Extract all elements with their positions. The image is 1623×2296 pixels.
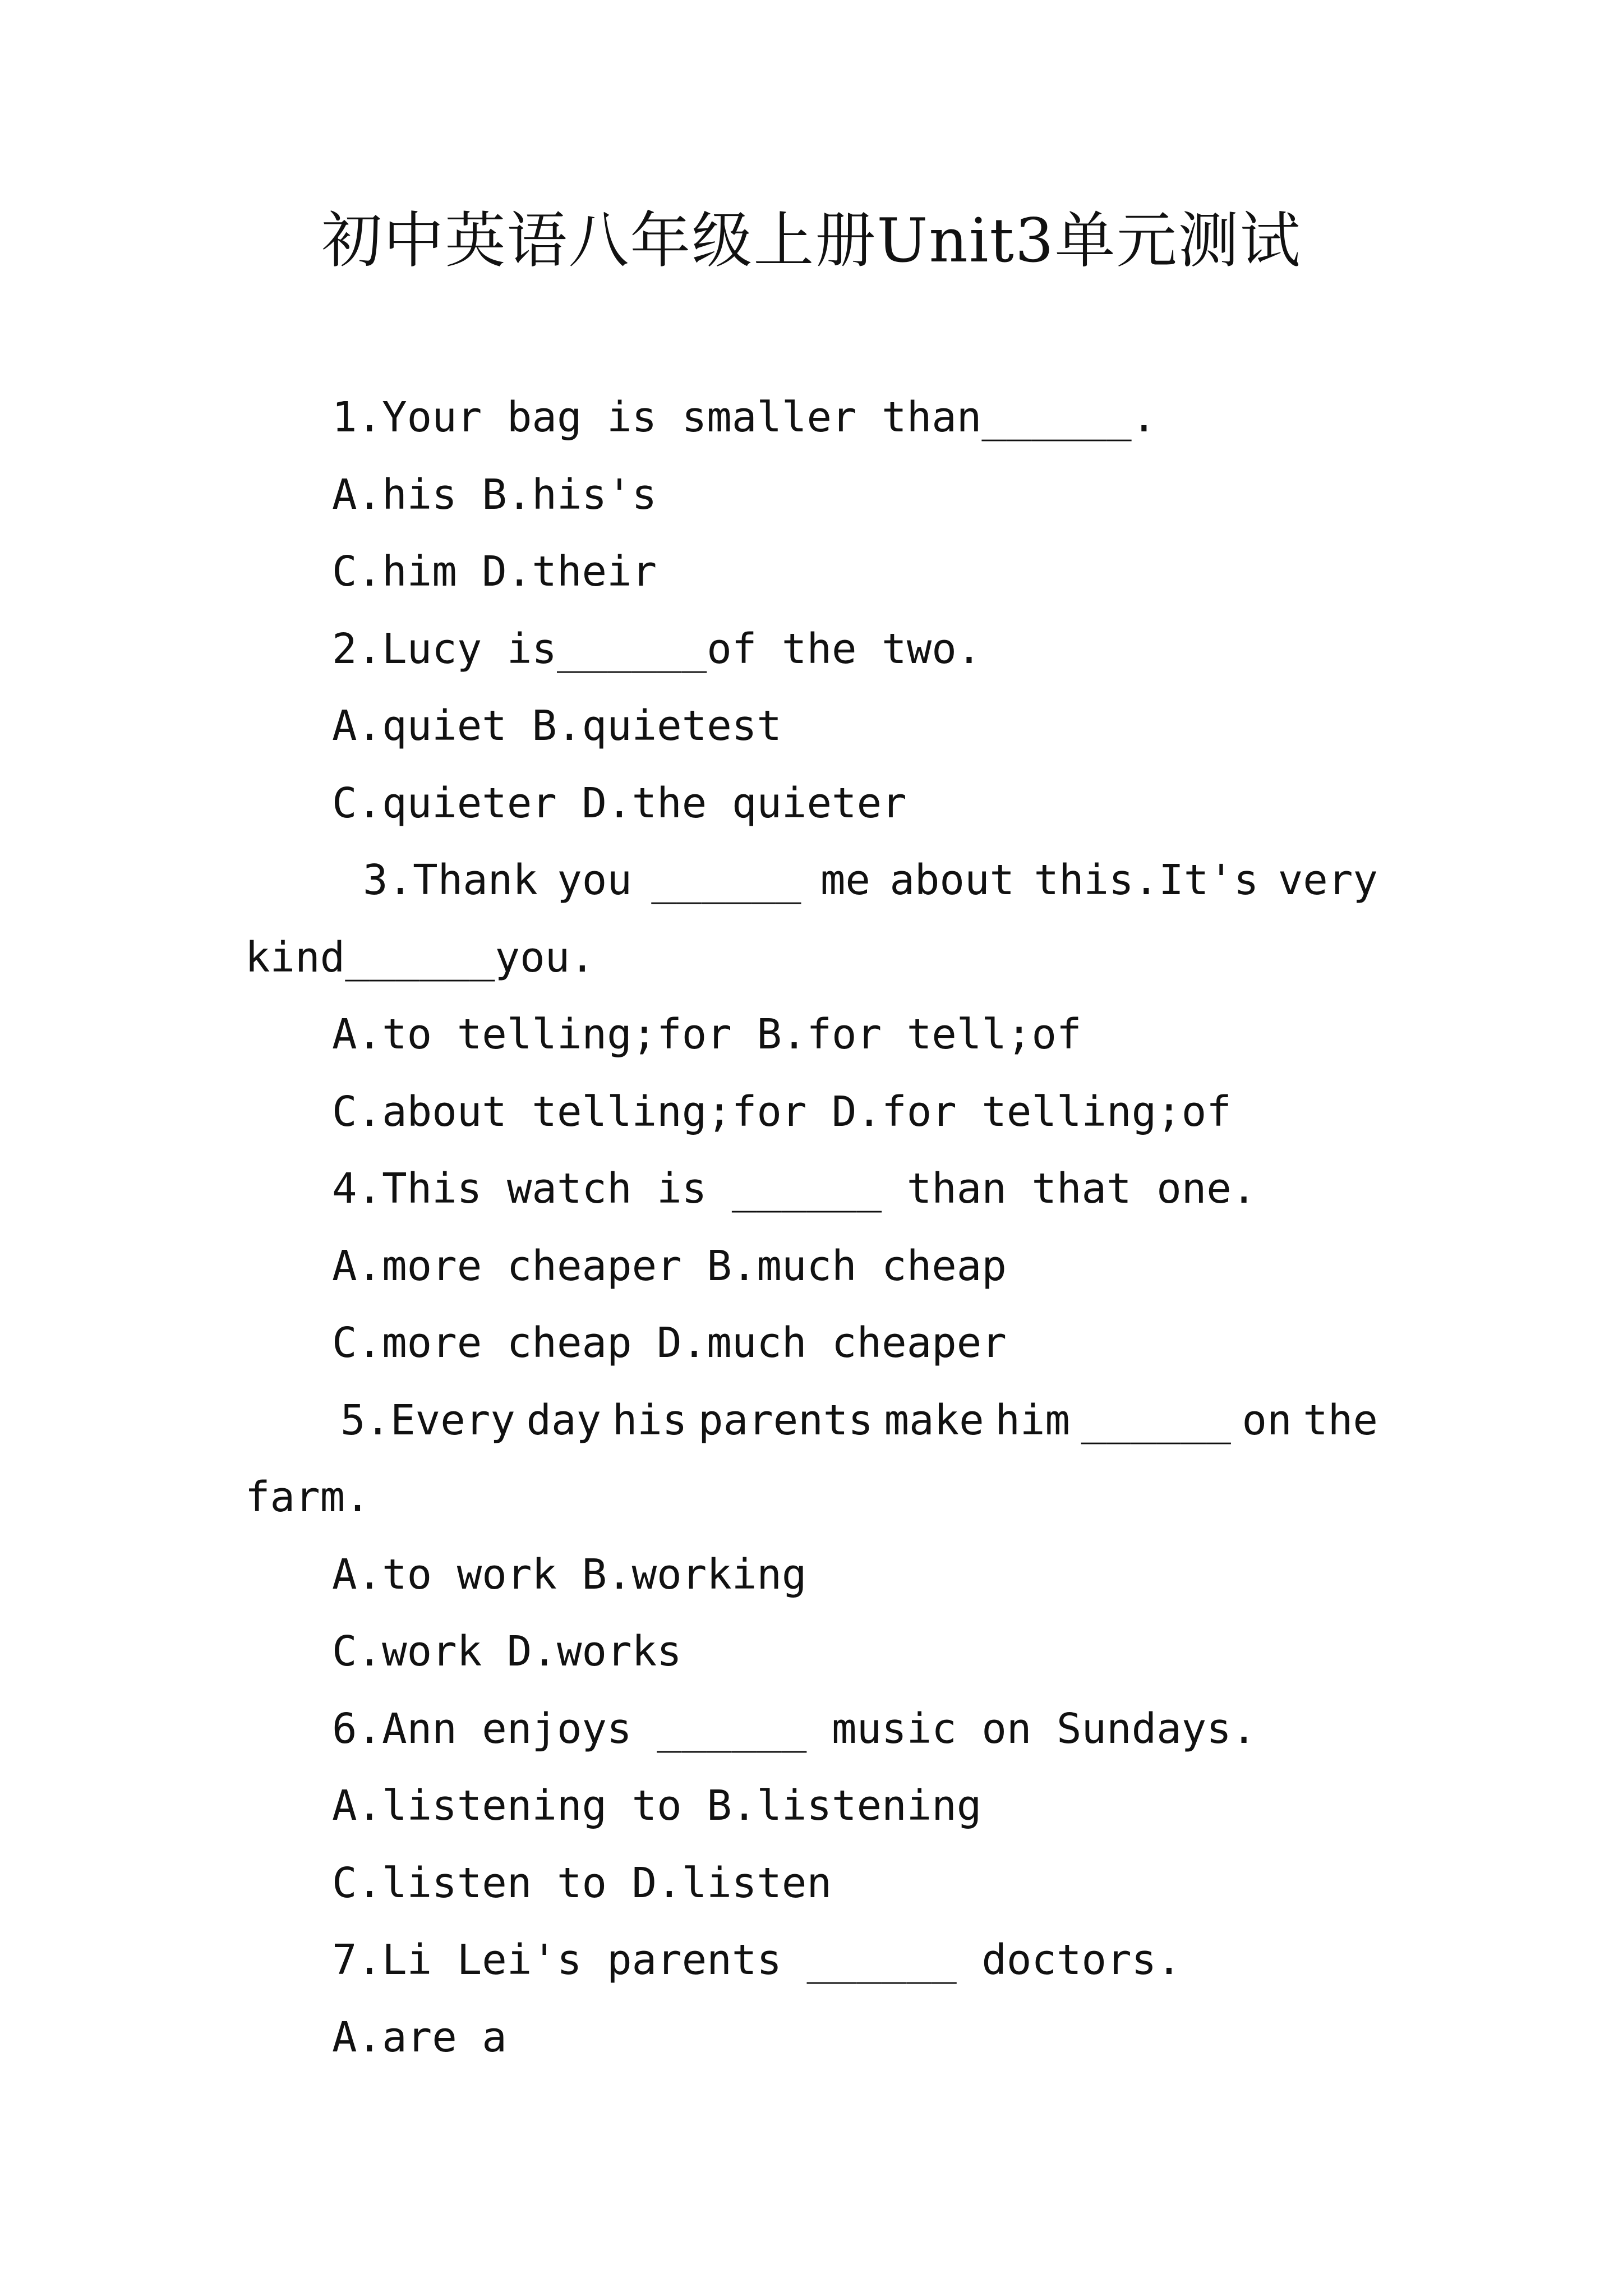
stem-word: you bbox=[557, 856, 632, 904]
question-stem-6: 6.Ann enjoys ______ music on Sundays. bbox=[332, 1704, 1257, 1753]
stem-word: on bbox=[1242, 1396, 1292, 1444]
stem-word: 3.Thank bbox=[363, 856, 538, 904]
question-stem-3-continued: kind______you. bbox=[245, 933, 595, 982]
question-list bbox=[245, 379, 1378, 2076]
question-stem-2: 2.Lucy is______of the two. bbox=[332, 624, 982, 673]
question-5-options-row-1: A.to work B.working bbox=[332, 1550, 807, 1599]
question-1-options-row-1: A.his B.his's bbox=[332, 470, 657, 519]
question-stem-7: 7.Li Lei's parents ______ doctors. bbox=[332, 1936, 1182, 1984]
question-3-options-row-2: C.about telling;for D.for telling;of bbox=[332, 1087, 1232, 1136]
question-1-options-row-2: C.him D.their bbox=[332, 547, 657, 596]
stem-blank: ______ bbox=[651, 856, 801, 904]
question-stem-5 bbox=[245, 1382, 1378, 1460]
question-stem-4: 4.This watch is ______ than that one. bbox=[332, 1165, 1257, 1213]
question-2-options-row-1: A.quiet B.quietest bbox=[332, 702, 782, 750]
question-stem-3 bbox=[245, 842, 1378, 919]
stem-word: day bbox=[526, 1396, 602, 1444]
stem-word: parents bbox=[698, 1396, 873, 1444]
question-2-options-row-2: C.quieter D.the quieter bbox=[332, 779, 907, 827]
stem-word: me bbox=[820, 856, 870, 904]
stem-word: about bbox=[889, 856, 1015, 904]
question-4-options-row-2: C.more cheap D.much cheaper bbox=[332, 1319, 1007, 1367]
question-6-options-row-2: C.listen to D.listen bbox=[332, 1858, 832, 1907]
question-7-options-row-1: A.are a bbox=[332, 2013, 507, 2062]
question-stem-5-continued: farm. bbox=[245, 1473, 370, 1521]
question-3-options-row-1: A.to telling;for B.for tell;of bbox=[332, 1010, 1082, 1059]
stem-word: the bbox=[1303, 1396, 1378, 1444]
stem-word: this.It's bbox=[1034, 856, 1259, 904]
stem-word: 5.Every bbox=[340, 1396, 515, 1444]
question-5-options-row-2: C.work D.works bbox=[332, 1627, 682, 1676]
question-stem-1: 1.Your bag is smaller than______. bbox=[332, 393, 1157, 441]
stem-word: his bbox=[612, 1396, 688, 1444]
stem-word: very bbox=[1278, 856, 1378, 904]
question-4-options-row-1: A.more cheaper B.much cheap bbox=[332, 1241, 1007, 1290]
stem-word: make bbox=[884, 1396, 984, 1444]
stem-blank: ______ bbox=[1081, 1396, 1231, 1444]
stem-word: him bbox=[995, 1396, 1070, 1444]
page-title: 初中英语八年级上册Unit3单元测试 bbox=[321, 206, 1302, 276]
question-6-options-row-1: A.listening to B.listening bbox=[332, 1782, 982, 1830]
